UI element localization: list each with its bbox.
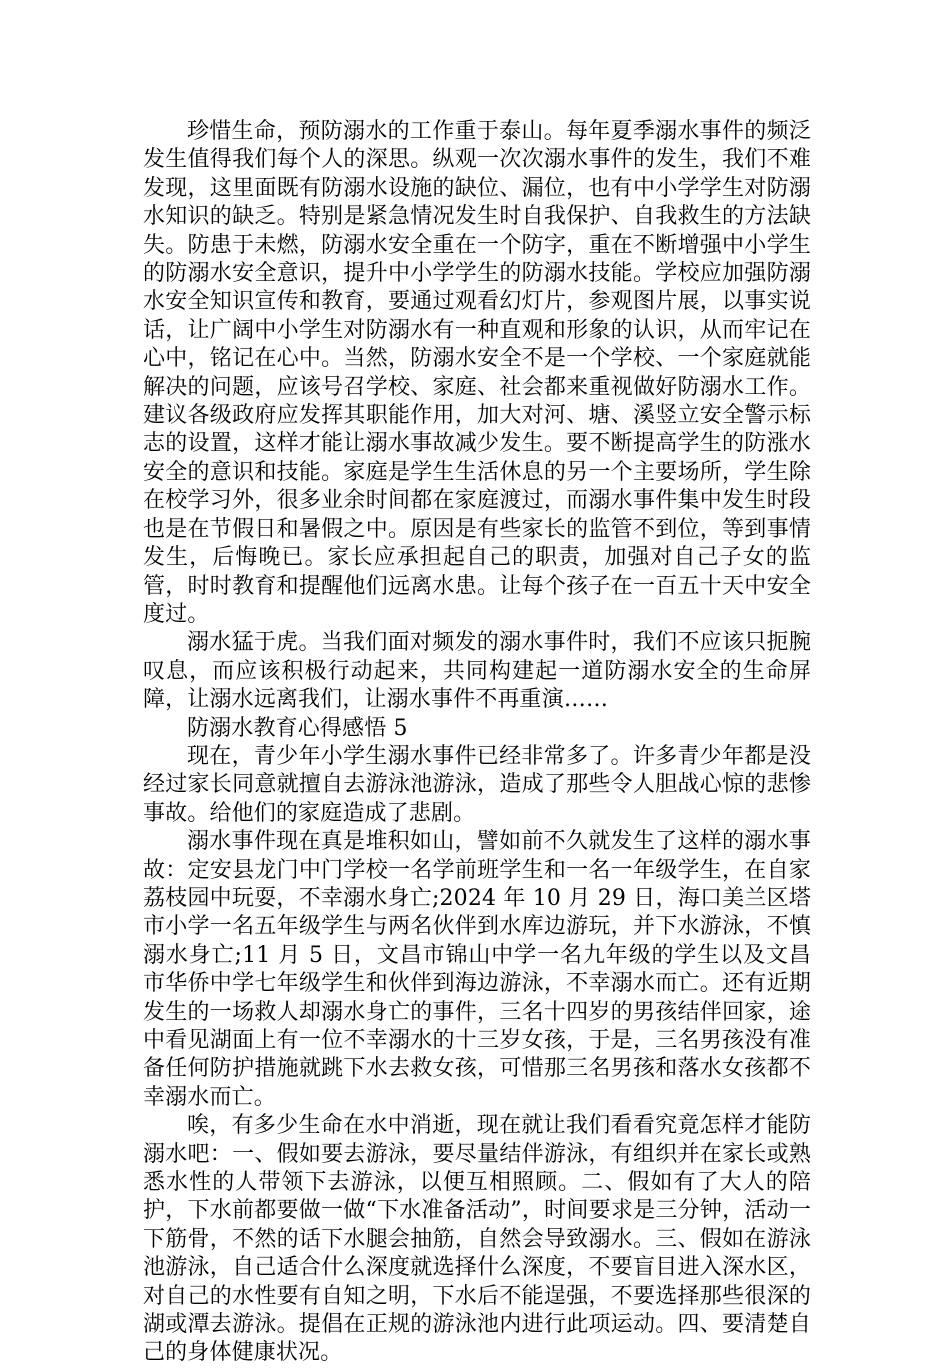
paragraph-prevention: 珍惜生命，预防溺水的工作重于泰山。每年夏季溺水事件的频泛发生值得我们每个人的深思。纵观一次次溺水事件的发生，我们不难发现，这里面既有防溺水设施的缺位、漏位，也有中小学学生对防溺水知识的缺乏。特别是紧急情况发生时自我保护、自我救生的方法缺失。防患于未燃，防溺水安全重在一个防字，重在不断增强中小学生的防溺水安全意识，提升中小学学生的防溺水技能。学校应加强防溺水安全知识宣传和教育，要通过观看幻灯片，参观图片展，以事实说话，让广阔中小学生对防溺水有一种直观和形象的认识，从而牢记在心中，铭记在心中。当然，防溺水安全不是一个学校、一个家庭就能解决的问题，应该号召学校、家庭、社会都来重视做好防溺水工作。建议各级政府应发挥其职能作用，加大对河、塘、溪竖立安全警示标志的设置，这样才能让溺水事故减少发生。要不断提高学生的防涨水安全的意识和技能。家庭是学生生活休息的另一个主要场所，学生除在校学习外，很多业余时间都在家庭渡过，而溺水事件集中发生时段也是在节假日和暑假之中。原因是有些家长的监管不到位，等到事情发生，后悔晚已。家长应承担起自己的职责，加强对自己子女的监管，时时教育和提醒他们远离水患。让每个孩子在一百五十天中安全度过。 xyxy=(143,119,811,627)
paragraph-tips: 唉，有多少生命在水中消逝，现在就让我们看看究竟怎样才能防溺水吧：一、假如要去游泳，要尽量结伴游泳，有组织并在家长或熟悉水性的人带领下去游泳，以便互相照顾。二、假如有了大人的陪护，下水前都要做一做“下水准备活动”，时间要求是三分钟，活动一下筋骨，不然的话下水腿会抽筋，自然会导致溺水。三、假如在游泳池游泳，自己适合什么深度就选择什么深度，不要盲目进入深水区，对自己的水性要有自知之明，下水后不能逞强，不要选择那些很深的湖或潭去游泳。提倡在正规的游泳池内进行此项运动。四、要清楚自己的身体健康状况。 xyxy=(143,1113,811,1366)
document-page xyxy=(143,118,811,1368)
paragraph-conclusion: 溺水猛于虎。当我们面对频发的溺水事件时，我们不应该只扼腕叹息，而应该积极行动起来，共同构建起一道防溺水安全的生命屏障，让溺水远离我们，让溺水事件不再重演…… xyxy=(143,630,811,713)
paragraph-intro: 现在，青少年小学生溺水事件已经非常多了。许多青少年都是没经过家长同意就擅自去游泳池游泳，造成了那些令人胆战心惊的悲惨事故。给他们的家庭造成了悲剧。 xyxy=(143,743,811,826)
section-heading: 防溺水教育心得感悟 5 xyxy=(187,715,408,741)
paragraph-incidents: 溺水事件现在真是堆积如山，譬如前不久就发生了这样的溺水事故：定安县龙门中门学校一名学前班学生和一名一年级学生，在自家荔枝园中玩耍，不幸溺水身亡;2024 年 10 月 29 日，海口美兰区塔市小学一名五年级学生与两名伙伴到水库边游玩，并下水游泳，不慎溺水身亡;11 月 5 日，文昌市锦山中学一名九年级的学生以及文昌市华侨中学七年级学生和伙伴到海边游泳，不幸溺水而亡。还有近期发生的一场救人却溺水身亡的事件，三名十四岁的男孩结伴回家，途中看见湖面上有一位不幸溺水的十三岁女孩，于是，三名男孩没有准备任何防护措施就跳下水去救女孩，可惜那三名男孩和落水女孩都不幸溺水而亡。 xyxy=(143,829,811,1110)
